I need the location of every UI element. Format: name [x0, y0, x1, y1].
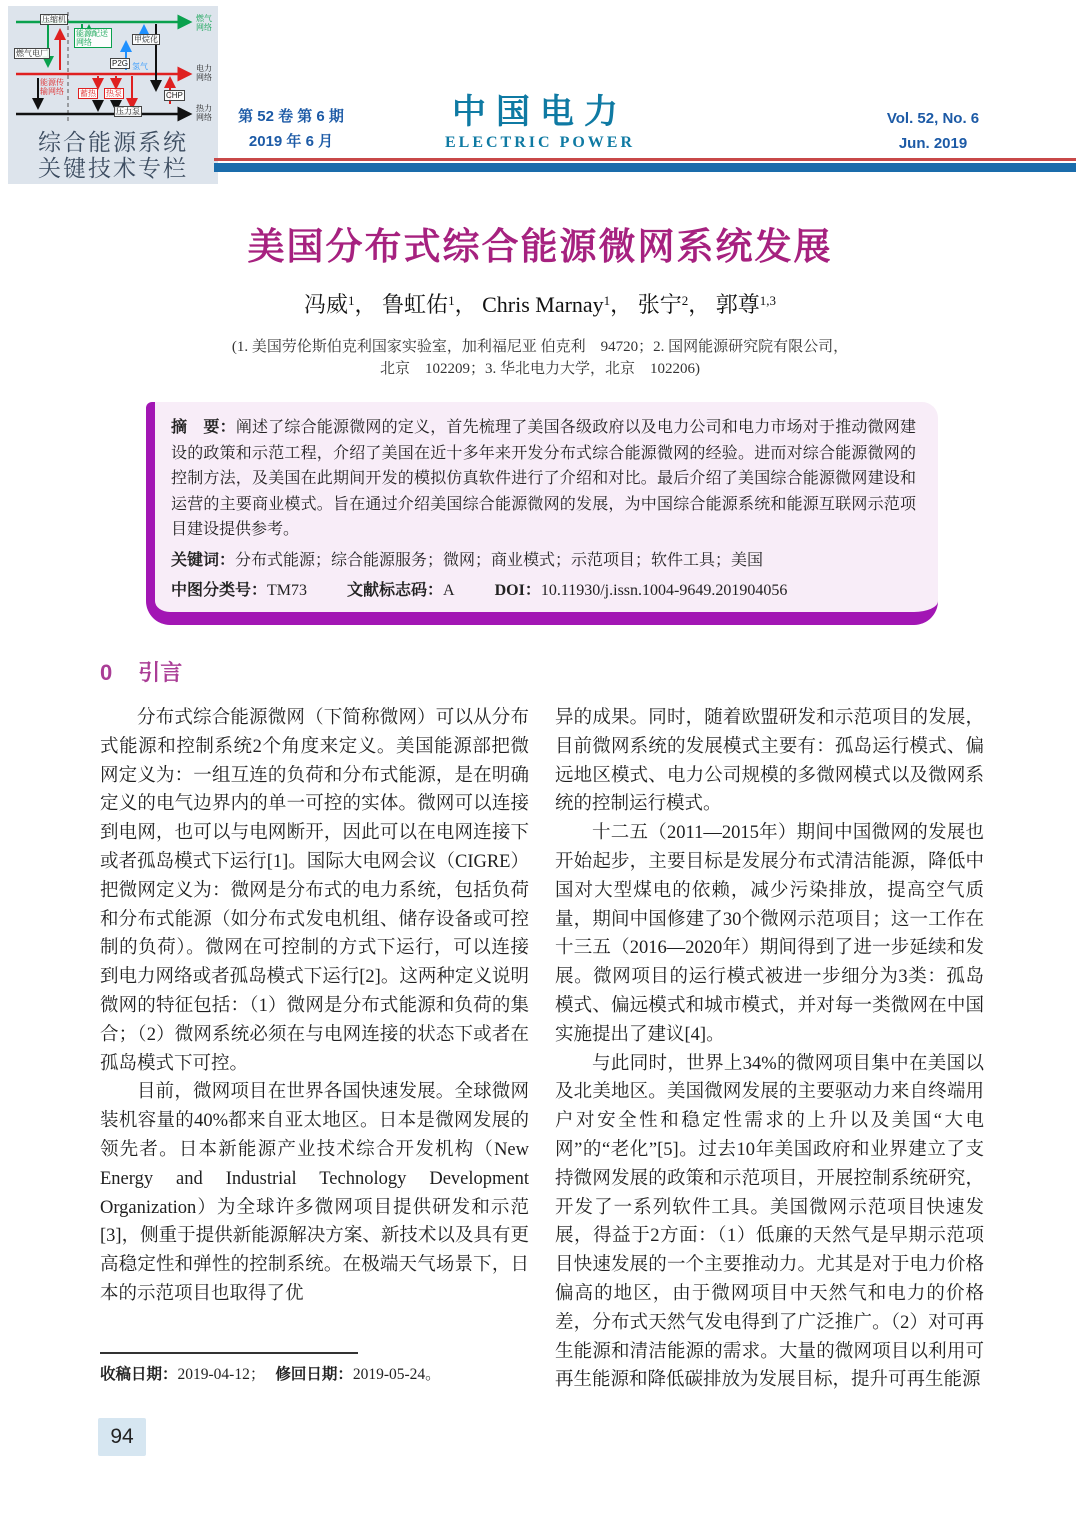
section-heading-introduction	[100, 656, 182, 687]
logo-box-distribution-network: 能源配送网络	[74, 28, 112, 48]
body-paragraph: 分布式综合能源微网（下简称微网）可以从分布式能源和控制系统2个角度来定义。美国能源部把微网定义为：一组互连的负荷和分布式能源，是在明确定义的电气边界内的单一可控的实体。微网可以连接到电网，也可以与电网断开，因此可以在电网连接下或者孤岛模式下运行[1]。国际大电网会议（CIGRE）把微网定义为：微网是分布式的电力系统，包括负荷和分布式能源（如分布式发电机组、储存设备或可控制的负荷）。微网在可控制的方式下运行，可以连接到电力网络或者孤岛模式下运行[2]。这两种定义说明微网的特征包括：（1）微网是分布式能源和负荷的集合；（2）微网系统必须在与电网连接的状态下或者在孤岛模式下可控。	[100, 708, 529, 1074]
section-title: 引言	[138, 660, 183, 685]
right-column	[555, 704, 984, 1395]
page-number: 94	[98, 1418, 146, 1456]
logo-box-p2g: P2G	[112, 59, 129, 68]
volume-info	[828, 106, 1038, 156]
logo-box-heat-pump: 热泵	[106, 89, 122, 98]
body-paragraph: 异的成果。同时，随着欧盟研发和示范项目的发展，目前微网系统的发展模式主要有：孤岛运行模式、偏远地区模式、电力公司规模的多微网模式以及微网系统的控制运行模式。	[555, 708, 984, 815]
section-number: 0	[100, 660, 113, 685]
affiliation-line2: 北京 102209；3. 华北电力大学，北京 102206)	[380, 361, 700, 377]
header-divider	[214, 158, 1076, 172]
affiliation-line1: (1. 美国劳伦斯伯克利国家实验室，加利福尼亚 伯克利 94720；2. 国网能源研究院有限公司，	[231, 339, 849, 355]
journal-title-cn: 中国电力	[452, 94, 628, 131]
header-divider-blue	[214, 163, 1076, 172]
footnote-rule	[100, 1352, 358, 1354]
affiliations	[0, 336, 1080, 380]
body-paragraph: 十二五（2011—2015年）期间中国微网的发展也开始起步，主要目标是发展分布式清洁能源，降低中国对大型煤电的依赖，减少污染排放，提高空气质量，期间中国修建了30个微网示范项目；这一工作在十三五（2016—2020年）期间得到了进一步延续和发展。微网项目的运行模式被进一步细分为3类：孤岛模式、偏远模式和城市模式，并对每一类微网在中国实施提出了建议[4]。	[555, 823, 984, 1045]
author-separator: ，	[610, 292, 633, 317]
body-paragraph: 目前，微网项目在世界各国快速发展。全球微网装机容量的40%都来自亚太地区。日本是微网发展的领先者。日本新能源产业技术综合开发机构（New Energy and Industrial Technology Development Organization）为全球许多微网项目提供研发和示范[3]，侧重于提供新能源解决方案、新技术以及具有更高稳定性和弹性的控制系统。在极端天气场景下，日本的示范项目也取得了优	[100, 1082, 529, 1304]
doc-code-value: A	[443, 582, 455, 599]
body-paragraph: 与此同时，世界上34%的微网项目集中在美国以及北美地区。美国微网发展的主要驱动力来自终端用户对安全性和稳定性需求的上升以及美国“大电网”的“老化”[5]。过去10年美国政府和业界建立了支持微网发展的政策和示范项目，开展控制系统研究，开发了一系列软件工具。美国微网示范项目快速发展，得益于2方面：（1）低廉的天然气是早期示范项目快速发展的一个主要推动力。尤其是对于电力价格偏高的地区，由于微网项目中天然气和电力的价格差，分布式天然气发电得到了广泛推广。（2）对可再生能源和清洁能源的需求。大量的微网项目以利用可再生能源和降低碳排放为发展目标，提升可再生能源	[555, 1053, 984, 1391]
author-superscript: 1,3	[759, 293, 776, 308]
journal-title-en: ELECTRIC POWER	[444, 134, 636, 151]
doc-code-label: 文献标志码：	[347, 582, 444, 599]
author: Chris Marnay$^1$	[482, 292, 611, 317]
keywords-label: 关键词：	[171, 551, 236, 569]
author-superscript: 1	[448, 293, 455, 308]
logo-box-pressure-pump: 压力泵	[116, 107, 140, 116]
author-superscript: 1	[348, 293, 355, 308]
author-line	[0, 288, 1080, 319]
logo-caption-line1: 综合能源系统	[38, 130, 188, 155]
logo-label-transmission-network: 能源传输网络	[40, 78, 64, 96]
issue-date: 2019 年 6 月	[248, 133, 334, 150]
doi-label: DOI：	[494, 582, 541, 599]
revised-date: 2019-05-24。	[352, 1366, 441, 1383]
author: 张宁$^2$	[637, 292, 689, 317]
logo-box-heat-storage: 蓄热	[80, 89, 96, 98]
author-superscript: 2	[681, 293, 689, 308]
author-superscript: 1	[603, 293, 611, 308]
logo-box-gas-plant: 燃气电厂	[16, 49, 48, 58]
received-date-label: 收稿日期：	[100, 1366, 178, 1383]
volume-number: Vol. 52, No. 6	[886, 110, 980, 127]
author-separator: ，	[688, 292, 711, 317]
body-columns	[100, 704, 984, 1395]
article-title: 美国分布式综合能源微网系统发展	[247, 227, 833, 268]
issue-volume: 第 52 卷 第 6 期	[238, 108, 344, 125]
doi-value: 10.11930/j.issn.1004-9649.201904056	[540, 582, 788, 599]
left-column	[100, 704, 529, 1395]
logo-label-heat-network: 热力网络	[196, 104, 212, 122]
author: 冯威$^1$	[304, 292, 355, 317]
volume-date: Jun. 2019	[898, 135, 968, 152]
logo-caption-line2: 关键技术专栏	[38, 156, 188, 181]
logo-box-methanation: 甲烷化	[134, 35, 158, 44]
header-divider-red	[214, 158, 1076, 161]
logo-label-power-network: 电力网络	[196, 64, 212, 82]
author: 鲁虹佑$^1$	[382, 292, 455, 317]
received-date: 2019-04-12；	[177, 1366, 266, 1383]
logo-label-hydrogen: 氢气	[132, 62, 148, 71]
abstract-label: 摘 要：	[171, 419, 236, 436]
classification-line	[171, 578, 916, 604]
keywords-line	[171, 548, 916, 574]
footnote-dates	[100, 1362, 560, 1384]
revised-date-label: 修回日期：	[275, 1366, 353, 1383]
abstract-box	[146, 402, 938, 625]
abstract-paragraph	[171, 415, 916, 543]
clc-value: TM73	[267, 582, 308, 599]
logo-label-gas-network: 燃气网络	[196, 14, 212, 32]
logo-box-chp: CHP	[166, 91, 183, 100]
clc-label: 中图分类号：	[171, 582, 268, 599]
abstract-text: 阐述了综合能源微网的定义，首先梳理了美国各级政府以及电力公司和电力市场对于推动微网建设的政策和示范工程，介绍了美国在近十多年来开发分布式综合能源微网的经验。进而对综合能源微网的控制方法，及美国在此期间开发的模拟仿真软件进行了介绍和对比。最后介绍了美国综合能源微网建设和运营的主要商业模式。旨在通过介绍美国综合能源微网的发展，为中国综合能源系统和能源互联网示范项目建设提供参考。	[171, 419, 916, 538]
logo-box-compressor: 压缩机	[42, 15, 66, 24]
author-separator: ，	[354, 292, 377, 317]
author: 郭尊$^{1,3}$	[715, 292, 776, 317]
author-separator: ，	[454, 292, 477, 317]
keywords-text: 分布式能源；综合能源服务；微网；商业模式；示范项目；软件工具；美国	[235, 551, 764, 569]
